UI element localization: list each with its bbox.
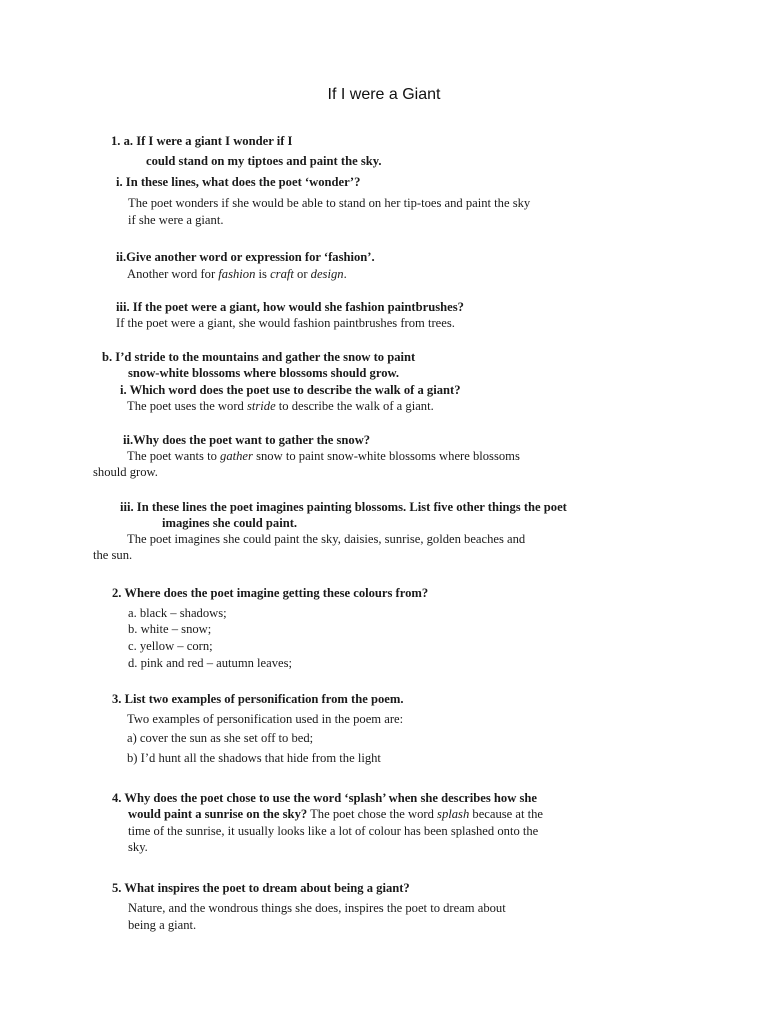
q5-answer-line2: being a giant. — [128, 918, 197, 932]
word-craft: craft — [270, 267, 294, 281]
q4-answer-line1: time of the sunrise, it usually looks like a lot of colour has been splashed onto the — [128, 824, 539, 838]
q1a-ii-answer: Another word for fashion is craft or design. — [127, 267, 347, 281]
q3-item: a) cover the sun as she set off to bed; — [127, 731, 314, 745]
q1b-iii-question-line1: iii. In these lines the poet imagines painting blossoms. List five other things the poet — [120, 500, 567, 514]
q1a-i-answer-line1: The poet wonders if she would be able to stand on her tip-toes and paint the sky — [128, 196, 531, 210]
q1b-iii-question-line2: imagines she could paint. — [162, 516, 298, 530]
q2-question: 2. Where does the poet imagine getting these colours from? — [112, 586, 429, 600]
q1b-prompt-line2: snow-white blossoms where blossoms should grow. — [128, 366, 400, 380]
q1b-i-question: i. Which word does the poet use to describe the walk of a giant? — [120, 383, 461, 397]
q1a-i-answer-line2: if she were a giant. — [128, 213, 224, 227]
q2-item: a. black – shadows; — [128, 606, 227, 620]
q1a-iii-answer: If the poet were a giant, she would fashion paintbrushes from trees. — [116, 316, 455, 330]
word-gather: gather — [220, 449, 253, 463]
word-fashion: fashion — [218, 267, 256, 281]
q4-question-line2: would paint a sunrise on the sky? The poet chose the word splash because at the — [128, 807, 544, 821]
q5-question: 5. What inspires the poet to dream about being a giant? — [112, 881, 410, 895]
q1b-ii-answer-line2: should grow. — [93, 465, 158, 479]
q2-item: d. pink and red – autumn leaves; — [128, 656, 293, 670]
word-design: design — [310, 267, 344, 281]
q3-item: b) I’d hunt all the shadows that hide from the light — [127, 751, 381, 765]
page-title: If I were a Giant — [327, 86, 441, 103]
q2-item: b. white – snow; — [128, 622, 212, 636]
word-splash: splash — [437, 807, 470, 821]
q1a-i-question: i. In these lines, what does the poet ‘wonder’? — [116, 175, 361, 189]
q1b-ii-answer-line1: The poet wants to gather snow to paint snow-white blossoms where blossoms — [127, 449, 520, 463]
q4-question-line1: 4. Why does the poet chose to use the word ‘splash’ when she describes how she — [112, 791, 537, 805]
word-stride: stride — [246, 399, 276, 413]
q3-question: 3. List two examples of personification from the poem. — [112, 692, 404, 706]
q2-item: c. yellow – corn; — [128, 639, 213, 653]
q3-answer-intro: Two examples of personification used in the poem are: — [127, 712, 404, 726]
q1b-iii-answer-line2: the sun. — [93, 548, 133, 562]
q1b-iii-answer-line1: The poet imagines she could paint the sky, daisies, sunrise, golden beaches and — [127, 532, 526, 546]
q1a-prompt-line1: 1. a. If I were a giant I wonder if I — [111, 134, 293, 148]
q1a-iii-question: iii. If the poet were a giant, how would she fashion paintbrushes? — [116, 300, 464, 314]
q4-answer-line2: sky. — [128, 840, 148, 854]
q1a-ii-question: ii.Give another word or expression for ‘fashion’. — [116, 250, 375, 264]
q5-answer-line1: Nature, and the wondrous things she does, inspires the poet to dream about — [128, 901, 506, 915]
q1b-i-answer: The poet uses the word stride to describe the walk of a giant. — [127, 399, 434, 413]
q1b-prompt-line1: b. I’d stride to the mountains and gather the snow to paint — [102, 350, 416, 364]
q1a-prompt-line2: could stand on my tiptoes and paint the sky. — [146, 154, 382, 168]
q1b-ii-question: ii.Why does the poet want to gather the snow? — [123, 433, 371, 447]
